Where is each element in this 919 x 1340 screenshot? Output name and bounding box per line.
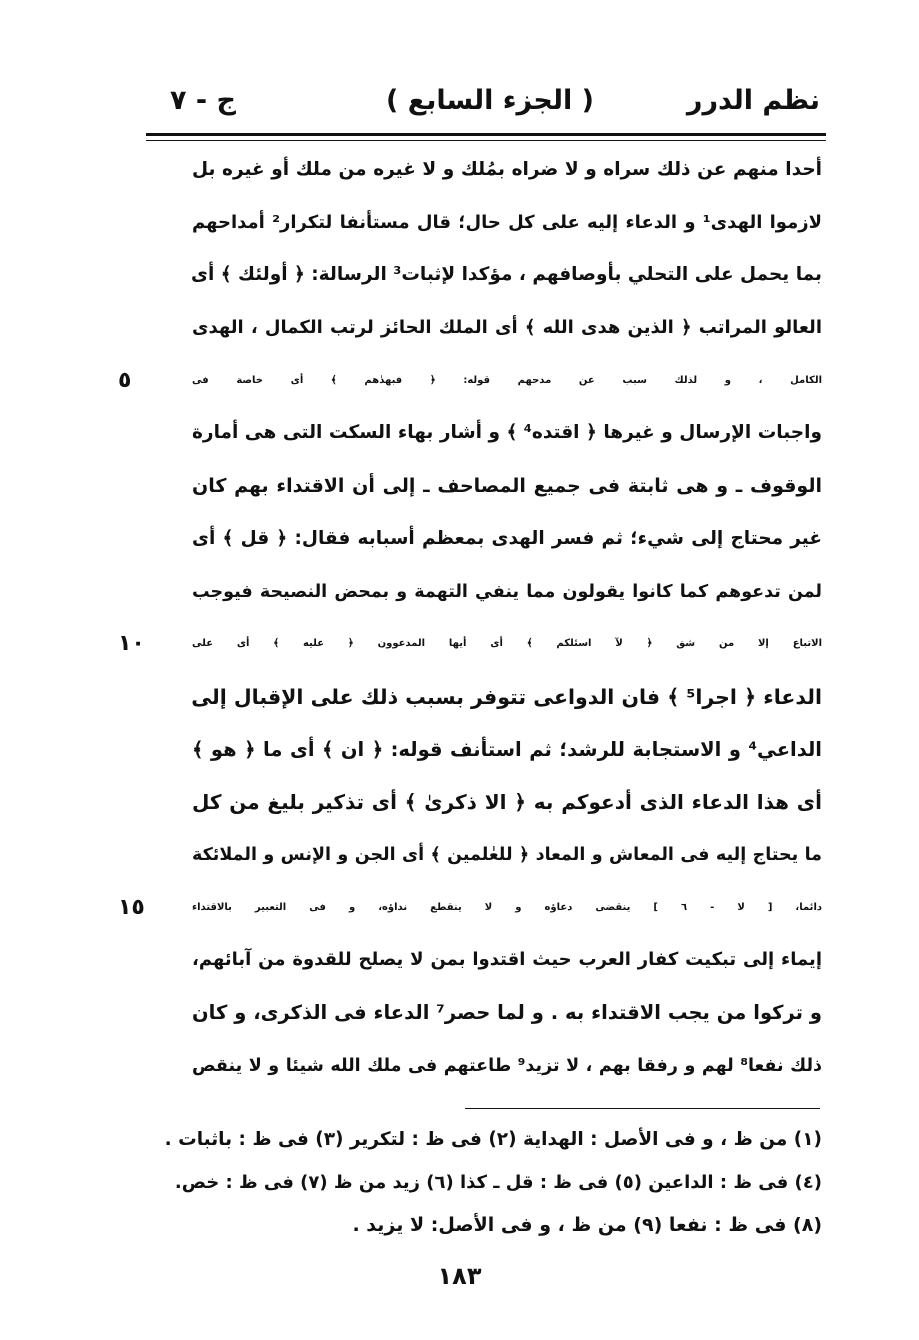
text-line — [118, 618, 822, 671]
text-line-content: إيماء إلى تبكيت كفار العرب حيث اقتدوا بمن لا يصلح للقدوة من آبائهم، — [192, 949, 822, 971]
line-number: ٥ — [118, 367, 132, 393]
text-line-content: الوقوف ـ و هى ثابتة فى جميع المصاحف ـ إلى أن الاقتداء بهم كان — [192, 475, 822, 498]
body-text — [118, 144, 823, 1092]
header-rule-thin — [146, 140, 826, 141]
text-line-content: الداعي⁴ و الاستجابة للرشد؛ ثم استأنف قوله: ﴿ ان ﴾ أى ما ﴿ هو ﴾ — [192, 737, 822, 761]
text-line-content: الكامل ، و لذلك سبب عن مدحهم قوله: ﴿ فبهدٰهم ﴾ أى خاصة فى — [192, 374, 822, 386]
footnote-line: (٨) فى ظ : نفعا (٩) من ظ ، و فى الأصل: لا يزيد . — [352, 1214, 822, 1236]
text-line-content: الاتباع إلا من شق ﴿ لآ اسئلكم ﴾ أى أيها المدعوون ﴿ عليه ﴾ أى على — [192, 638, 822, 650]
text-line — [192, 566, 822, 619]
text-line — [192, 987, 822, 1040]
text-line — [118, 355, 822, 408]
text-line-content: ذلك نفعا⁸ لهم و رفقا بهم ، لا تزيد⁹ طاعتهم فى ملك الله شيئا و لا ينقص — [192, 1055, 822, 1076]
text-line-content: ما يحتاج إليه فى المعاش و المعاد ﴿ للعٰلمين ﴾ أى الجن و الإنس و الملائكة — [192, 844, 822, 865]
text-line — [192, 144, 822, 197]
text-line — [192, 724, 822, 777]
line-number: ١٠ — [118, 631, 145, 657]
header-rule-thick — [146, 133, 826, 136]
text-line — [192, 1040, 822, 1093]
text-line-content: واجبات الإرسال و غيرها ﴿ اقتده⁴ ﴾ و أشار بهاء السكت التى هى أمارة — [192, 422, 822, 444]
text-line — [192, 513, 822, 566]
line-number: ١٥ — [118, 894, 145, 920]
text-line-content: الدعاء ﴿ اجرا⁵ ﴾ فان الدواعى تتوفر بسبب ذلك على الإقبال إلى — [191, 684, 822, 709]
text-line-content: أحدا منهم عن ذلك سراه و لا ضراه بمُلك و لا غيره من ملك أو غيره بل — [192, 159, 822, 180]
book-title: نظم الدرر — [686, 85, 820, 116]
text-line-content: بما يحمل على التحلي بأوصافهم ، مؤكدا لإثبات³ الرسالة: ﴿ أولئك ﴾ أى — [190, 264, 822, 286]
text-line-content: دائما، [ لا - ٦ ] ينقضى دعاؤه و لا ينقطع نداؤه، و فى التعبير بالاقتداء — [192, 901, 822, 913]
text-line — [192, 460, 822, 513]
text-line-content: غير محتاج إلى شيء؛ ثم فسر الهدى بمعظم أسبابه فقال: ﴿ قل ﴾ أى — [192, 527, 822, 549]
footnote-line: (٤) فى ظ : الداعين (٥) فى ظ : قل ـ كذا (٦) زيد من ظ (٧) فى ظ : خص. — [174, 1172, 822, 1193]
text-line — [192, 407, 822, 460]
page-number: ١٨٣ — [437, 1262, 482, 1290]
text-line — [192, 249, 822, 302]
text-line-content: أى هذا الدعاء الذى أدعوكم به ﴿ الا ذكرىٰ ﴾ أى تذكير بليغ من كل — [192, 790, 822, 815]
footnote-line: (١) من ظ ، و فى الأصل : الهداية (٢) فى ظ : لتكرير (٣) فى ظ : باثبات . — [164, 1129, 822, 1150]
text-line — [192, 302, 822, 355]
text-line — [192, 776, 822, 829]
text-line — [192, 829, 822, 882]
part-title: ( الجزء السابع ) — [386, 85, 594, 116]
running-header — [160, 76, 820, 126]
text-line-content: العالو المراتب ﴿ الذين هدى الله ﴾ أى الملك الحائز لرتب الكمال ، الهدى — [192, 317, 822, 339]
footnote-rule — [465, 1108, 820, 1109]
text-line-content: لازموا الهدى¹ و الدعاء إليه على كل حال؛ قال مستأنفا لتكرار² أمداحهم — [192, 211, 823, 233]
part-code: ج - ٧ — [170, 85, 236, 116]
text-line-content: لمن تدعوهم كما كانوا يقولون مما ينفي التهمة و بمحض النصيحة فيوجب — [192, 581, 822, 602]
footnotes — [162, 1118, 822, 1247]
text-line — [118, 882, 822, 935]
text-line — [192, 197, 822, 250]
text-line-content: و تركوا من يجب الاقتداء به . و لما حصر⁷ الدعاء فى الذكرى، و كان — [192, 1001, 822, 1024]
text-line — [192, 671, 822, 724]
text-line — [192, 934, 822, 987]
